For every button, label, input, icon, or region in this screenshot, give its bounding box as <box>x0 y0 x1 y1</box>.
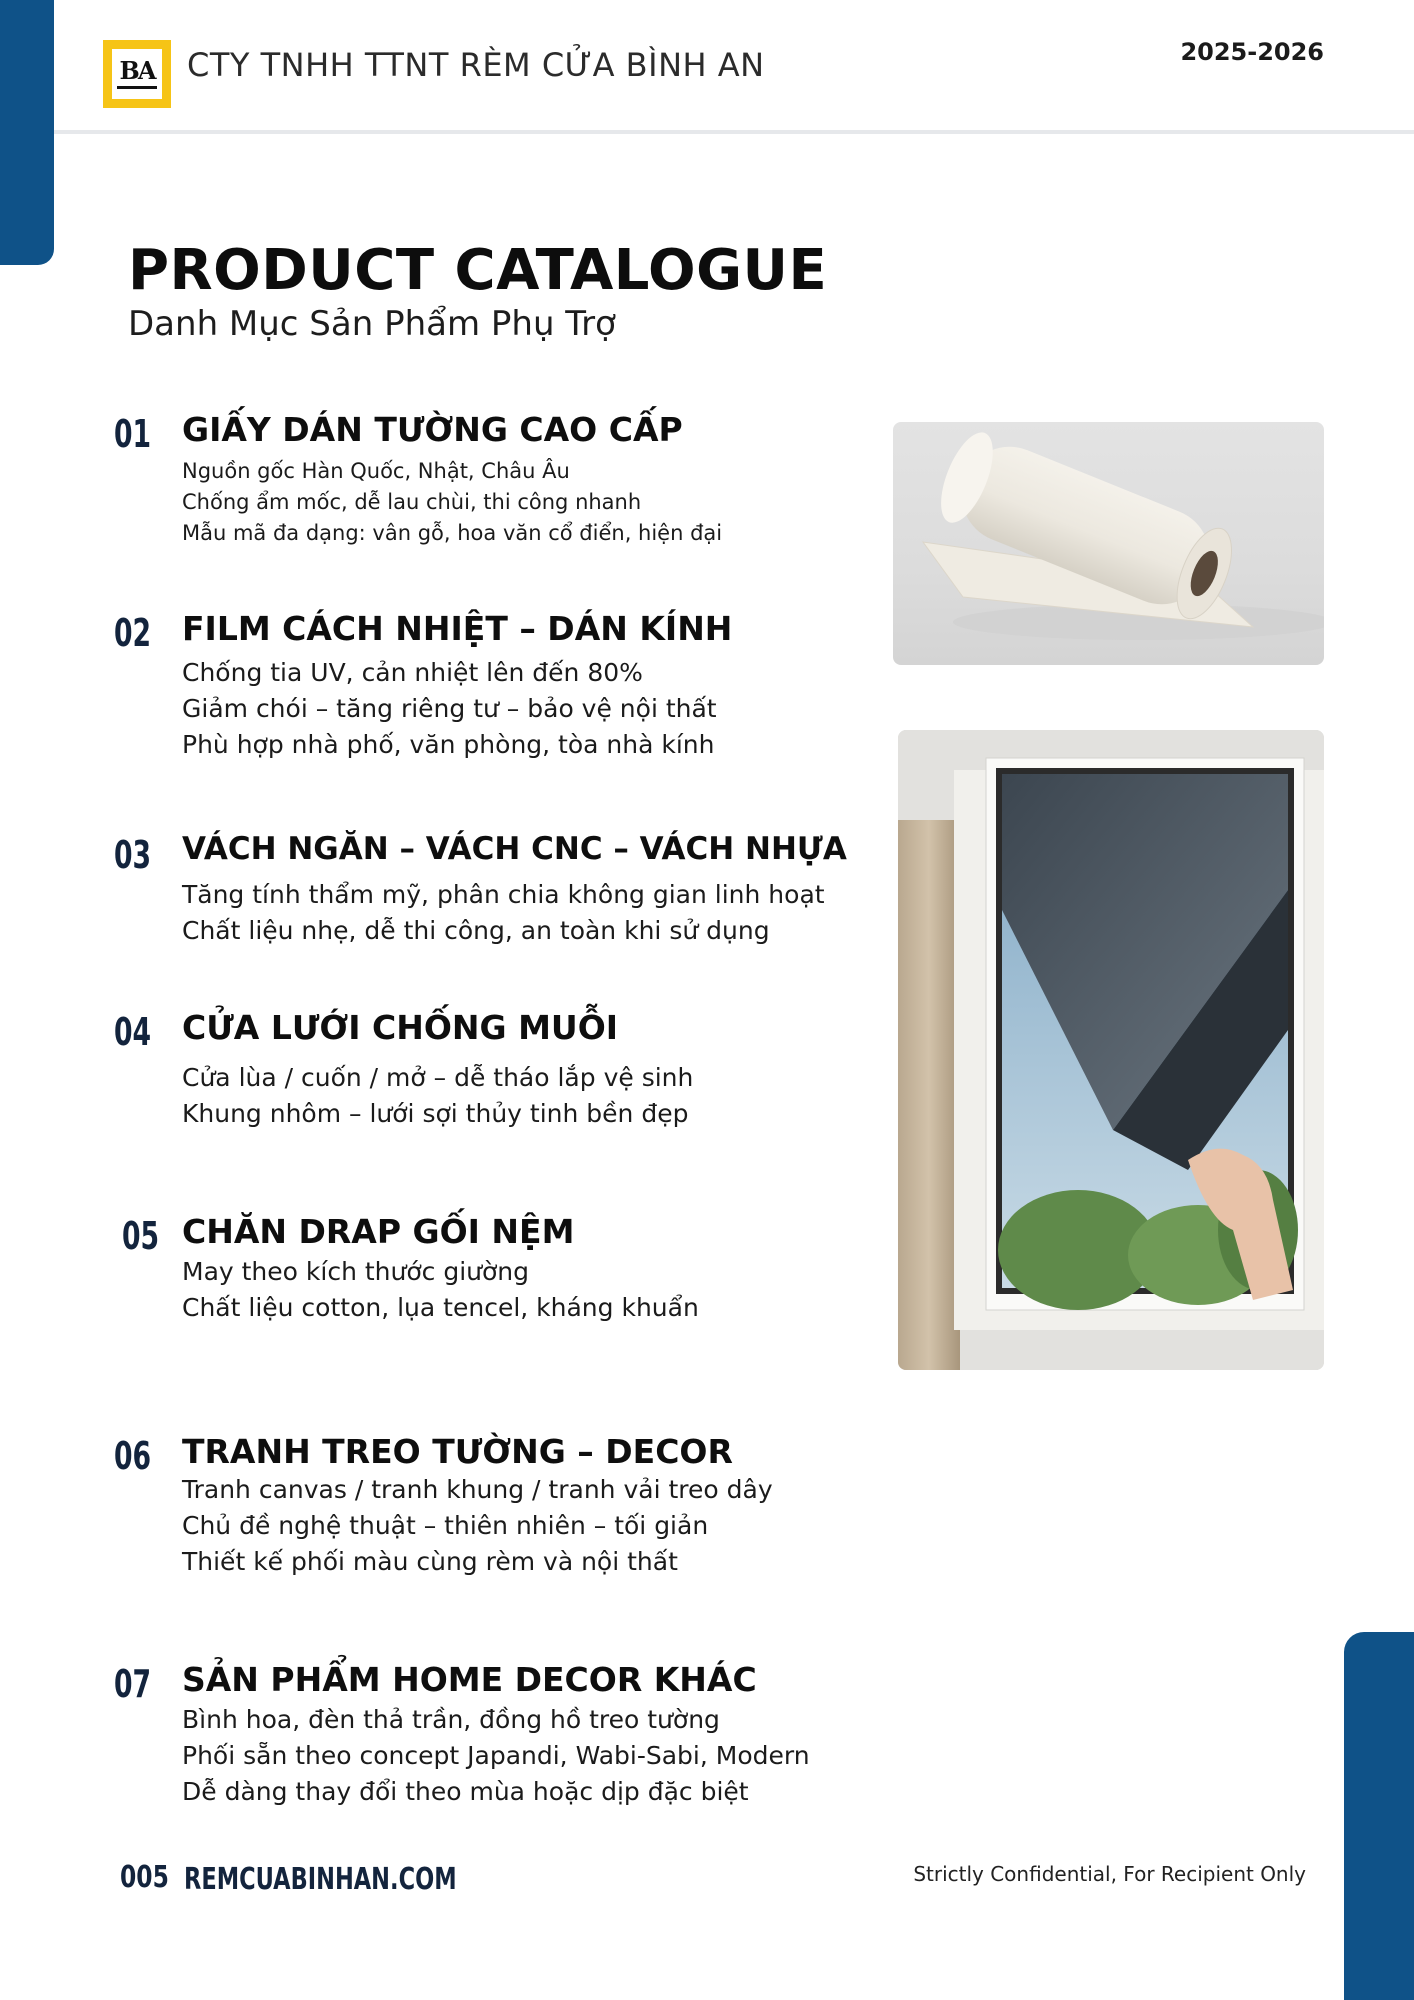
left-accent-tab <box>0 0 54 265</box>
item-line: Chống ẩm mốc, dễ lau chùi, thi công nhanh <box>182 490 642 514</box>
item-line: Phối sẵn theo concept Japandi, Wabi-Sabi, Modern <box>182 1741 810 1770</box>
item-line: Nguồn gốc Hàn Quốc, Nhật, Châu Âu <box>182 459 570 483</box>
item-number: 01 <box>114 412 152 456</box>
window-film-image <box>898 730 1324 1370</box>
item-number: 03 <box>114 833 152 877</box>
company-name: CTY TNHH TTNT RÈM CỬA BÌNH AN <box>187 46 765 84</box>
item-description <box>182 456 722 549</box>
item-line: Tranh canvas / tranh khung / tranh vải treo dây <box>182 1475 773 1504</box>
item-description <box>182 1060 693 1132</box>
item-line: Thiết kế phối màu cùng rèm và nội thất <box>182 1547 678 1576</box>
item-line: Cửa lùa / cuốn / mở – dễ tháo lắp vệ sinh <box>182 1063 694 1092</box>
item-title: GIẤY DÁN TƯỜNG CAO CẤP <box>182 410 683 449</box>
item-line: Bình hoa, đèn thả trần, đồng hồ treo tường <box>182 1705 720 1734</box>
item-line: Mẫu mã đa dạng: vân gỗ, hoa văn cổ điển, hiện đại <box>182 521 723 545</box>
item-line: Chất liệu cotton, lụa tencel, kháng khuẩn <box>182 1293 699 1322</box>
item-number: 05 <box>122 1214 160 1258</box>
item-description <box>182 1702 810 1810</box>
item-line: Giảm chói – tăng riêng tư – bảo vệ nội thất <box>182 694 717 723</box>
item-title: CỬA LƯỚI CHỐNG MUỖI <box>182 1008 619 1047</box>
item-title: CHĂN DRAP GỐI NỆM <box>182 1212 575 1251</box>
website-link[interactable]: REMCUABINHAN.COM <box>184 1862 457 1897</box>
item-description <box>182 1254 699 1326</box>
confidential-note: Strictly Confidential, For Recipient Only <box>913 1862 1306 1886</box>
item-description <box>182 877 825 949</box>
page-title: PRODUCT CATALOGUE <box>128 238 828 303</box>
company-logo <box>103 40 171 108</box>
item-number: 06 <box>114 1434 152 1478</box>
page-number: 005 <box>120 1860 169 1895</box>
item-line: May theo kích thước giường <box>182 1257 530 1286</box>
item-title: FILM CÁCH NHIỆT – DÁN KÍNH <box>182 609 733 648</box>
item-line: Khung nhôm – lưới sợi thủy tinh bền đẹp <box>182 1099 689 1128</box>
item-line: Tăng tính thẩm mỹ, phân chia không gian linh hoạt <box>182 880 825 909</box>
item-line: Chủ đề nghệ thuật – thiên nhiên – tối giản <box>182 1511 709 1540</box>
item-line: Chất liệu nhẹ, dễ thi công, an toàn khi sử dụng <box>182 916 770 945</box>
item-title: SẢN PHẨM HOME DECOR KHÁC <box>182 1660 757 1699</box>
wallpaper-roll-image <box>893 422 1324 665</box>
item-number: 02 <box>114 611 152 655</box>
header-divider <box>54 130 1414 134</box>
right-accent-tab <box>1344 1632 1414 2000</box>
item-description <box>182 1472 773 1580</box>
item-description <box>182 655 717 763</box>
item-number: 07 <box>114 1662 152 1706</box>
item-line: Phù hợp nhà phố, văn phòng, tòa nhà kính <box>182 730 715 759</box>
item-line: Chống tia UV, cản nhiệt lên đến 80% <box>182 658 643 687</box>
item-title: TRANH TREO TƯỜNG – DECOR <box>182 1432 733 1471</box>
item-line: Dễ dàng thay đổi theo mùa hoặc dịp đặc biệt <box>182 1777 749 1806</box>
page-subtitle: Danh Mục Sản Phẩm Phụ Trợ <box>128 304 616 344</box>
logo-mark: BA <box>119 56 155 85</box>
item-number: 04 <box>114 1010 152 1054</box>
item-title: VÁCH NGĂN – VÁCH CNC – VÁCH NHỰA <box>182 831 847 867</box>
catalogue-year: 2025-2026 <box>1180 38 1324 66</box>
